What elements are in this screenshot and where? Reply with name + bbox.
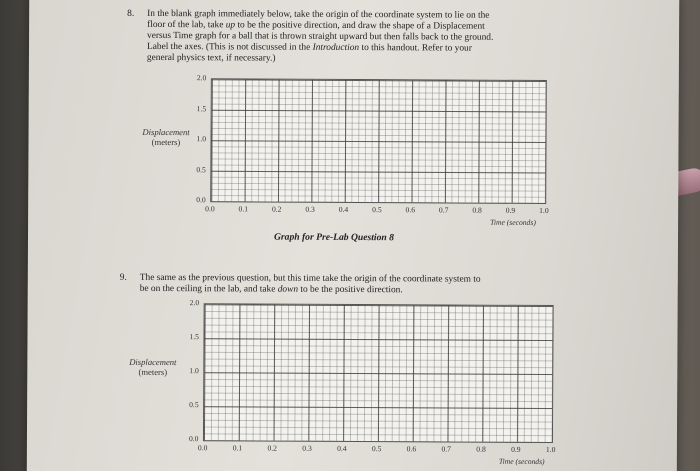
x-tick-label: 0.3 — [305, 204, 315, 214]
x-tick-label: 0.1 — [232, 443, 243, 453]
y-axis-name: Displacement — [142, 126, 190, 138]
y-tick-label: 1.5 — [196, 103, 207, 113]
x-tick-label: 0.0 — [197, 443, 208, 453]
y-tick-label: 0.0 — [196, 195, 206, 205]
x-tick-label: 0.5 — [371, 444, 382, 454]
x-tick-label: 1.0 — [545, 445, 556, 455]
question-text-line: Label the axes. (This is not discussed in the Introduction to this handout. Refer to your — [146, 41, 472, 54]
graph-caption: Graph for Pre-Lab Question 8 — [273, 231, 394, 244]
y-tick-label: 1.5 — [189, 332, 200, 342]
x-axis-label: Time (seconds) — [498, 456, 545, 467]
x-tick-label: 0.9 — [511, 444, 521, 454]
emphasized-word: down — [277, 284, 299, 295]
question-text-line: be on the ceiling in the lab, and take down to be the positive direction. — [139, 283, 403, 296]
y-axis-units: (meters) — [138, 366, 168, 378]
x-tick-label: 0.7 — [441, 444, 452, 454]
x-tick-label: 0.8 — [472, 205, 482, 215]
question-text-line: The same as the previous question, but this time take the origin of the coordinate system to — [139, 272, 481, 285]
x-tick-label: 0.0 — [205, 204, 215, 214]
x-tick-label: 0.3 — [302, 443, 312, 453]
emphasized-word: Introduction — [312, 42, 360, 54]
x-tick-label: 0.1 — [238, 204, 249, 214]
y-axis-units: (meters) — [151, 136, 181, 148]
x-tick-label: 0.8 — [476, 444, 486, 454]
blank-graph-grid — [203, 303, 554, 443]
question-number: 9. — [119, 272, 127, 283]
question-text-line: general physics text, if necessary.) — [146, 52, 276, 64]
question-text-line: In the blank graph immediately below, take the origin of the coordinate system to lie on the — [147, 8, 490, 21]
x-tick-label: 0.5 — [372, 205, 382, 215]
x-tick-label: 0.4 — [337, 443, 347, 453]
x-tick-label: 0.7 — [438, 205, 449, 215]
y-tick-label: 1.0 — [189, 366, 199, 376]
question-number: 8. — [127, 8, 135, 19]
y-tick-label: 2.0 — [189, 298, 200, 308]
x-tick-label: 0.2 — [271, 204, 282, 214]
x-axis-label: Time (seconds) — [490, 217, 536, 227]
x-tick-label: 0.4 — [338, 204, 349, 214]
y-tick-label: 2.0 — [196, 73, 207, 83]
x-tick-label: 1.0 — [539, 205, 549, 216]
x-tick-label: 0.6 — [406, 444, 417, 454]
graph-question-9 — [27, 0, 680, 471]
x-tick-label: 0.6 — [405, 205, 416, 215]
x-tick-label: 0.9 — [505, 205, 516, 215]
emphasized-word: up — [225, 20, 236, 31]
question-text-line: floor of the lab, take up to be the positive direction, and draw the shape of a Displacement — [147, 19, 485, 32]
y-tick-label: 0.5 — [196, 164, 206, 174]
y-tick-label: 1.0 — [196, 134, 207, 144]
y-axis-name: Displacement — [129, 356, 177, 368]
y-tick-label: 0.5 — [189, 400, 199, 410]
worksheet-page — [27, 0, 680, 471]
x-tick-label: 0.2 — [267, 443, 278, 453]
y-tick-label: 0.0 — [188, 434, 199, 444]
question-text-line: versus Time graph for a ball that is thrown straight upward but then falls back to the ground. — [147, 30, 494, 43]
y-axis-title — [115, 357, 190, 377]
